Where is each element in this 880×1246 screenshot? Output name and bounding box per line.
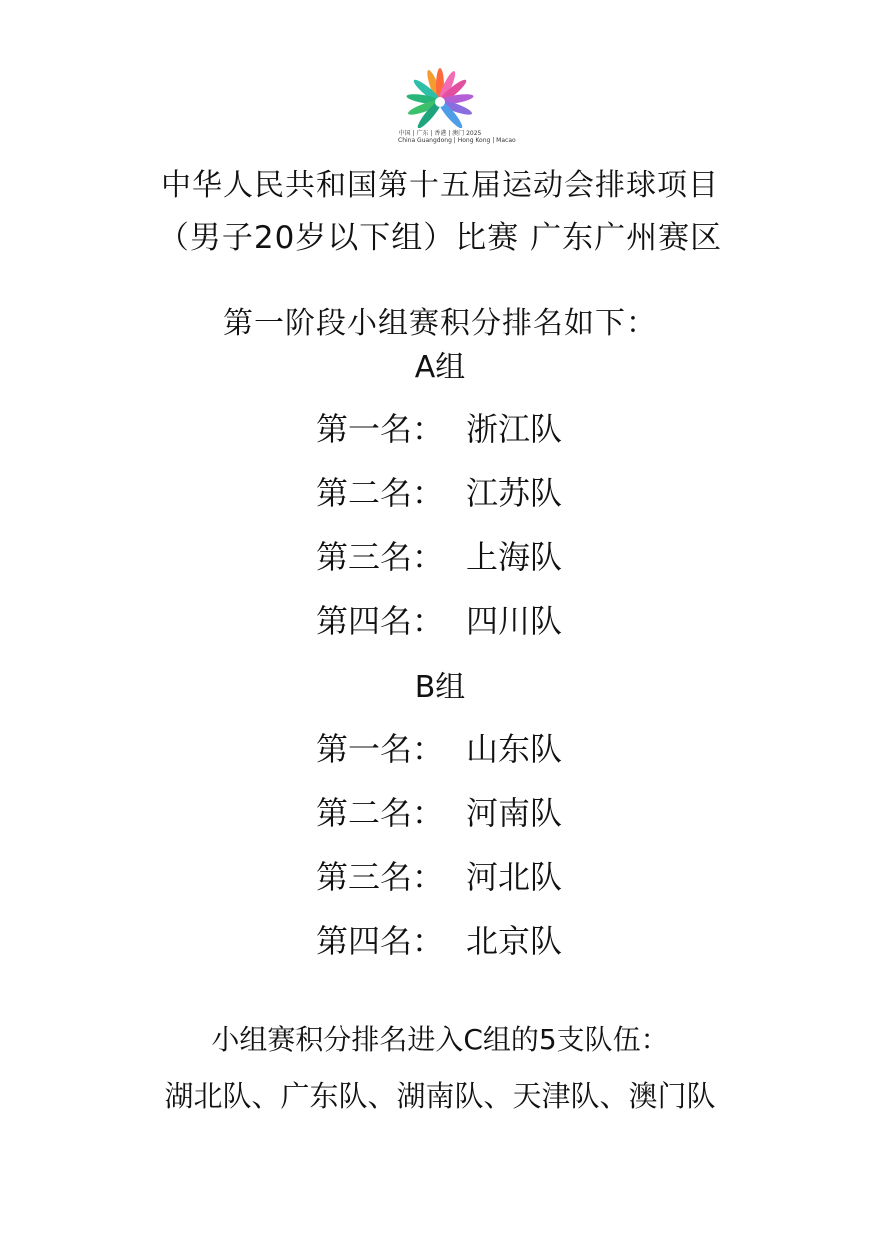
team-name: 北京队 <box>466 922 563 960</box>
group-b-ranking-row <box>316 788 562 834</box>
group-b-label: B组 <box>414 670 466 705</box>
document-title-line1: 中华人民共和国第十五届运动会排球项目 <box>161 168 719 203</box>
games-logo <box>398 68 516 144</box>
rank-label: 第二名： <box>316 474 445 512</box>
logo-caption-line2: China Guangdong | Hong Kong | Macao <box>398 137 516 144</box>
rank-label: 第一名： <box>316 410 445 448</box>
group-a-ranking-row <box>316 404 562 450</box>
group-a-label: A组 <box>414 350 466 385</box>
fan-emblem-icon <box>398 68 482 128</box>
rank-label: 第一名： <box>316 730 445 768</box>
team-name: 浙江队 <box>466 410 563 448</box>
rank-label: 第四名： <box>316 602 445 640</box>
rank-label: 第三名： <box>316 538 445 576</box>
group-a-ranking-row <box>316 532 562 578</box>
logo-caption <box>398 130 516 144</box>
team-name: 山东队 <box>466 730 563 768</box>
logo-caption-line1: 中国 | 广东 | 香港 | 澳门 2025 <box>398 130 482 137</box>
group-b-ranking-row <box>316 724 562 770</box>
document-title-line2: （男子20岁以下组）比赛 广东广州赛区 <box>157 220 723 256</box>
group-a-ranking-row <box>316 468 562 514</box>
rank-label: 第四名： <box>316 922 445 960</box>
group-b-ranking-row <box>316 916 562 962</box>
team-name: 四川队 <box>466 602 563 640</box>
advancing-teams-list: 湖北队、广东队、湖南队、天津队、澳门队 <box>164 1079 716 1113</box>
team-name: 江苏队 <box>466 474 563 512</box>
group-a-ranking-row <box>316 596 562 642</box>
rank-label: 第三名： <box>316 858 445 896</box>
advancing-teams-heading: 小组赛积分排名进入C组的5支队伍： <box>211 1023 669 1056</box>
group-b-ranking-row <box>316 852 562 898</box>
rank-label: 第二名： <box>316 794 445 832</box>
team-name: 河南队 <box>466 794 563 832</box>
team-name: 河北队 <box>466 858 563 896</box>
team-name: 上海队 <box>466 538 563 576</box>
section-heading: 第一阶段小组赛积分排名如下： <box>223 306 657 341</box>
